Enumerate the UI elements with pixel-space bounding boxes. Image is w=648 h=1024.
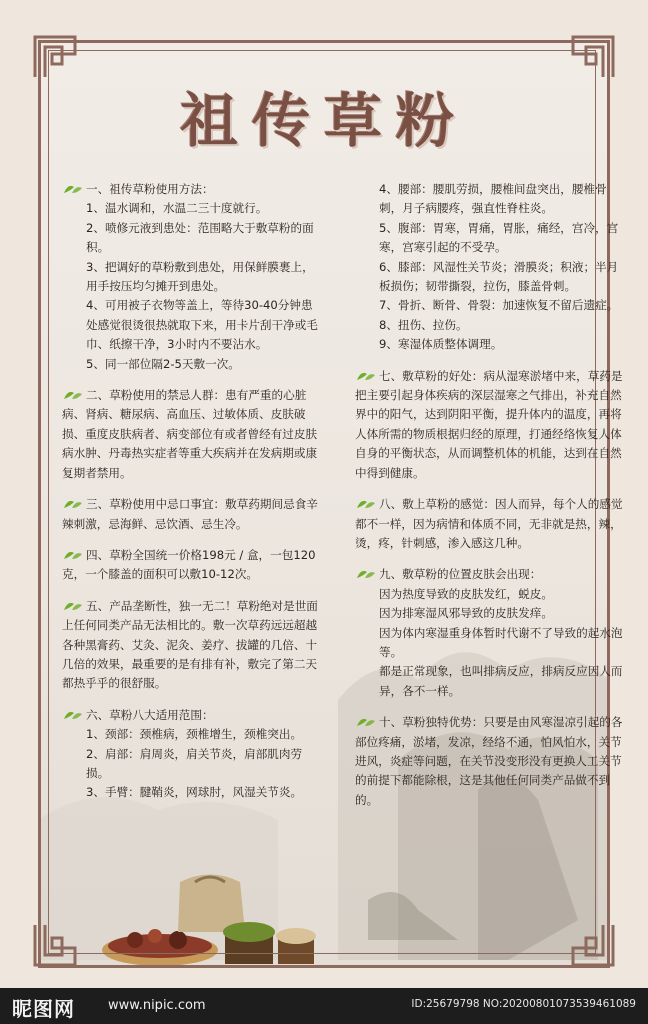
section-line: 6、膝部：风湿性关节炎；滑膜炎；积液；半月板损伤；韧带撕裂，拉伤，膝盖骨刺。 [379, 259, 619, 294]
section-heading-text: 九、敷草粉的位置皮肤会出现： [379, 567, 542, 582]
section-heading-text: 七、敷草粉的好处：病从湿寒淤堵中来，草药是把主要引起身体疾病的深层湿寒之气排出，补充自然界中的阳气，达到阴阳平衡，提升体内的温度，再将人体所需的物质根据归经的原理，打通经络恢复人体自身的平衡状态，从而调整机体的机能，达到在自然中得到健康。 [355, 368, 623, 480]
frame-corner-bottom-left [32, 922, 78, 968]
section-line: 5、同一部位隔2-5天敷一次。 [86, 356, 240, 371]
leaf-bullet-icon [62, 388, 84, 401]
leaf-bullet-icon [62, 599, 84, 612]
section [62, 706, 324, 803]
section-heading [355, 713, 625, 810]
section-line: 1、颈部：颈椎病，颈椎增生，颈椎突出。 [86, 727, 303, 742]
leaf-bullet-icon [62, 548, 84, 561]
section-line: 因为体内寒湿重身体暂时代谢不了导致的起水泡等。 [379, 625, 623, 659]
section-line: 3、手臂：腱鞘炎，网球肘，风湿关节炎。 [86, 785, 303, 800]
leaf-bullet-icon [355, 715, 377, 728]
section-heading [355, 367, 625, 483]
leaf-bullet-icon [355, 567, 377, 580]
section-heading [62, 386, 324, 483]
frame-corner-bottom-right [570, 922, 616, 968]
image-id: ID:25679798 NO:20200801073539461089 [411, 998, 636, 1010]
section [355, 565, 625, 701]
section-heading [62, 495, 324, 534]
section-heading-text: 一、祖传草粉使用方法： [86, 182, 214, 196]
page-title: 祖传草粉 [179, 87, 468, 155]
section [355, 180, 625, 355]
section [62, 180, 324, 374]
section [62, 495, 324, 534]
section-line: 因为排寒湿风邪导致的皮肤发痒。 [379, 606, 553, 621]
leaf-bullet-icon [62, 708, 84, 721]
leaf-bullet-icon [355, 497, 377, 510]
section-line: 5、腹部：胃寒，胃痛，胃胀，痛经，宫冷，宫寒，宫寒引起的不受孕。 [379, 220, 619, 255]
section-heading-text: 五、产品垄断性，独一无二！草粉绝对是世面上任何同类产品无法相比的。敷一次草药远远超越各种黑膏药、艾灸、泥灸、姜疗、拔罐的几倍、十几倍的效果，最重要的是有排有补，敷完了第二天都热乎乎的很舒服。 [62, 598, 318, 691]
section [355, 713, 625, 810]
section-heading-text: 十、草粉独特优势：只要是由风寒湿凉引起的各部位疼痛，淤堵，发凉，经络不通，怕风怕水，关节进风，炎症等问题，在关节没变形没有更换人工关节的前提下都能除根，这是其他任何同类产品做不到的。 [355, 715, 623, 807]
section-heading-text: 六、草粉八大适用范围： [86, 707, 214, 722]
section [355, 495, 625, 553]
section-heading-text: 二、草粉使用的禁忌人群：患有严重的心脏病、肾病、糖尿病、高血压、过敏体质、皮肤破损、重度皮肤病者、病变部位有或者曾经有过皮肤病水肿、丹毒热实症者等重大疾病并在发病期或康复期者禁用。 [62, 388, 318, 480]
section-heading-text: 三、草粉使用中忌口事宜：敷草药期间忌食辛辣刺激，忌海鲜、忌饮酒、忌生冷。 [62, 497, 318, 531]
section-heading-text: 八、敷上草粉的感觉：因人而异，每个人的感觉都不一样，因为病情和体质不同，无非就是热，辣，烫，疼，针刺感，渗入感这几种。 [355, 497, 623, 550]
section-heading [62, 180, 324, 199]
section-line: 2、肩部：肩周炎，肩关节炎，肩部肌肉劳损。 [86, 746, 303, 780]
section-line: 9、寒湿体质整体调理。 [379, 337, 503, 352]
watermark-footer [0, 988, 648, 1024]
site-url: www.nipic.com [108, 998, 206, 1013]
left-column [62, 180, 324, 815]
section-line: 1、温水调和，水温二三十度就行。 [86, 201, 268, 216]
leaf-bullet-icon [62, 497, 84, 510]
section-line: 8、扭伤、拉伤。 [379, 317, 468, 332]
section [62, 546, 324, 585]
section-heading [62, 597, 324, 694]
right-column [355, 180, 625, 822]
site-logo: 昵图网 [12, 997, 75, 1021]
section [355, 367, 625, 483]
leaf-bullet-icon [62, 182, 84, 195]
section-heading [62, 546, 324, 585]
section-line: 2、喷修元液到患处：范围略大于敷草粉的面积。 [86, 220, 314, 255]
section-line: 7、骨折、断骨、骨裂：加速恢复不留后遗症。 [379, 298, 619, 313]
section-line: 4、腰部：腰肌劳损，腰椎间盘突出，腰椎骨刺，月子病腰疼，强直性脊柱炎。 [379, 182, 607, 216]
section [62, 386, 324, 483]
section-heading-text: 四、草粉全国统一价格198元 / 盒，一包120克，一个膝盖的面积可以敷10-12次。 [62, 547, 316, 582]
section-line: 都是正常现象，也叫排病反应，排病反应因人而异，各不一样。 [379, 664, 623, 698]
section-line: 3、把调好的草粉敷到患处，用保鲜膜裹上，用手按压均匀摊开到患处。 [86, 259, 314, 294]
section [62, 597, 324, 694]
section-line: 因为热度导致的皮肤发红，蜕皮。 [379, 586, 553, 601]
section-line: 4、可用被子衣物等盖上，等待30-40分钟患处感觉很烫很热就取下来，用卡片刮干净或毛巾、纸擦干净，3小时内不要沾水。 [86, 298, 318, 352]
leaf-bullet-icon [355, 369, 377, 382]
section-heading [62, 706, 324, 725]
section-heading [355, 495, 625, 553]
section-heading [355, 565, 625, 584]
